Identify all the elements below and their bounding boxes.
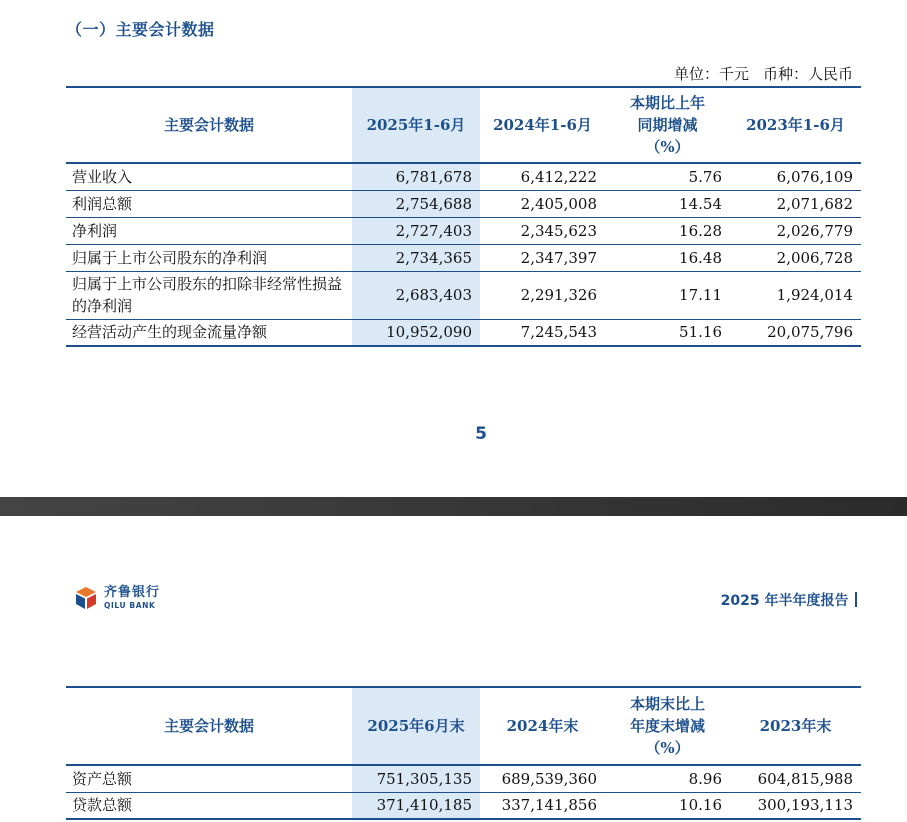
table-row xyxy=(66,217,861,244)
cell-value: 20,075,796 xyxy=(730,319,861,346)
cell-value: 6,076,109 xyxy=(730,163,861,190)
table-row xyxy=(66,190,861,217)
cell-value: 14.54 xyxy=(605,190,730,217)
cell-value: 751,305,135 xyxy=(352,765,480,792)
header-prior-period: 2024年1-6月 xyxy=(480,87,605,163)
header-current-period: 2025年6月末 xyxy=(352,687,480,765)
page-divider xyxy=(0,497,907,516)
cell-value: 1,924,014 xyxy=(730,271,861,319)
cell-value: 10.16 xyxy=(605,792,730,819)
cell-value: 371,410,185 xyxy=(352,792,480,819)
table-header-row xyxy=(66,687,861,765)
cell-value: 6,781,678 xyxy=(352,163,480,190)
cell-value: 2,291,326 xyxy=(480,271,605,319)
row-label: 经营活动产生的现金流量净额 xyxy=(66,319,352,346)
cell-value: 604,815,988 xyxy=(730,765,861,792)
header-current-period: 2025年1-6月 xyxy=(352,87,480,163)
page-number: 5 xyxy=(475,424,487,444)
qilu-bank-logo xyxy=(72,584,160,612)
cell-value: 2,683,403 xyxy=(352,271,480,319)
cell-value: 300,193,113 xyxy=(730,792,861,819)
cell-value: 2,345,623 xyxy=(480,217,605,244)
title-bar-mark xyxy=(855,592,858,607)
accounting-data-table-balance xyxy=(66,686,861,820)
row-label: 营业收入 xyxy=(66,163,352,190)
row-label: 利润总额 xyxy=(66,190,352,217)
table-header-row xyxy=(66,87,861,163)
cell-value: 2,727,403 xyxy=(352,217,480,244)
cell-value: 17.11 xyxy=(605,271,730,319)
table-row xyxy=(66,163,861,190)
accounting-data-table-period xyxy=(66,86,861,347)
cell-value: 8.96 xyxy=(605,765,730,792)
row-label: 净利润 xyxy=(66,217,352,244)
table-row xyxy=(66,765,861,792)
header-two-years-prior: 2023年1-6月 xyxy=(730,87,861,163)
cell-value: 2,405,008 xyxy=(480,190,605,217)
unit-label: 单位：千元 xyxy=(673,65,749,83)
header-item: 主要会计数据 xyxy=(66,87,352,163)
report-title: 2025 年半年度报告 xyxy=(721,590,857,610)
cell-value: 2,734,365 xyxy=(352,244,480,271)
cell-value: 2,754,688 xyxy=(352,190,480,217)
cell-value: 16.28 xyxy=(605,217,730,244)
section-heading: （一）主要会计数据 xyxy=(66,20,215,39)
header-change-percent: 本期末比上 年度末增减 （%） xyxy=(605,687,730,765)
logo-chinese-name: 齐鲁银行 xyxy=(104,585,161,601)
header-prior-period: 2024年末 xyxy=(480,687,605,765)
cell-value: 2,071,682 xyxy=(730,190,861,217)
header-item: 主要会计数据 xyxy=(66,687,352,765)
table-row xyxy=(66,271,861,319)
cell-value: 16.48 xyxy=(605,244,730,271)
unit-line xyxy=(660,63,853,84)
cell-value: 2,347,397 xyxy=(480,244,605,271)
cell-value: 2,006,728 xyxy=(730,244,861,271)
cell-value: 7,245,543 xyxy=(480,319,605,346)
row-label: 资产总额 xyxy=(66,765,352,792)
header-two-years-prior: 2023年末 xyxy=(730,687,861,765)
header-change-percent: 本期比上年 同期增减 （%） xyxy=(605,87,730,163)
cell-value: 10,952,090 xyxy=(352,319,480,346)
table-row xyxy=(66,792,861,819)
cell-value: 5.76 xyxy=(605,163,730,190)
table-row xyxy=(66,319,861,346)
cell-value: 51.16 xyxy=(605,319,730,346)
cell-value: 2,026,779 xyxy=(730,217,861,244)
cell-value: 337,141,856 xyxy=(480,792,605,819)
currency-label: 币种：人民币 xyxy=(762,65,853,83)
cell-value: 6,412,222 xyxy=(480,163,605,190)
row-label: 归属于上市公司股东的净利润 xyxy=(66,244,352,271)
row-label: 归属于上市公司股东的扣除非经常性损益的净利润 xyxy=(66,271,352,319)
row-label: 贷款总额 xyxy=(66,792,352,819)
qilu-bank-emblem-icon xyxy=(72,584,100,612)
logo-english-name: QILU BANK xyxy=(104,601,156,611)
table-row xyxy=(66,244,861,271)
cell-value: 689,539,360 xyxy=(480,765,605,792)
